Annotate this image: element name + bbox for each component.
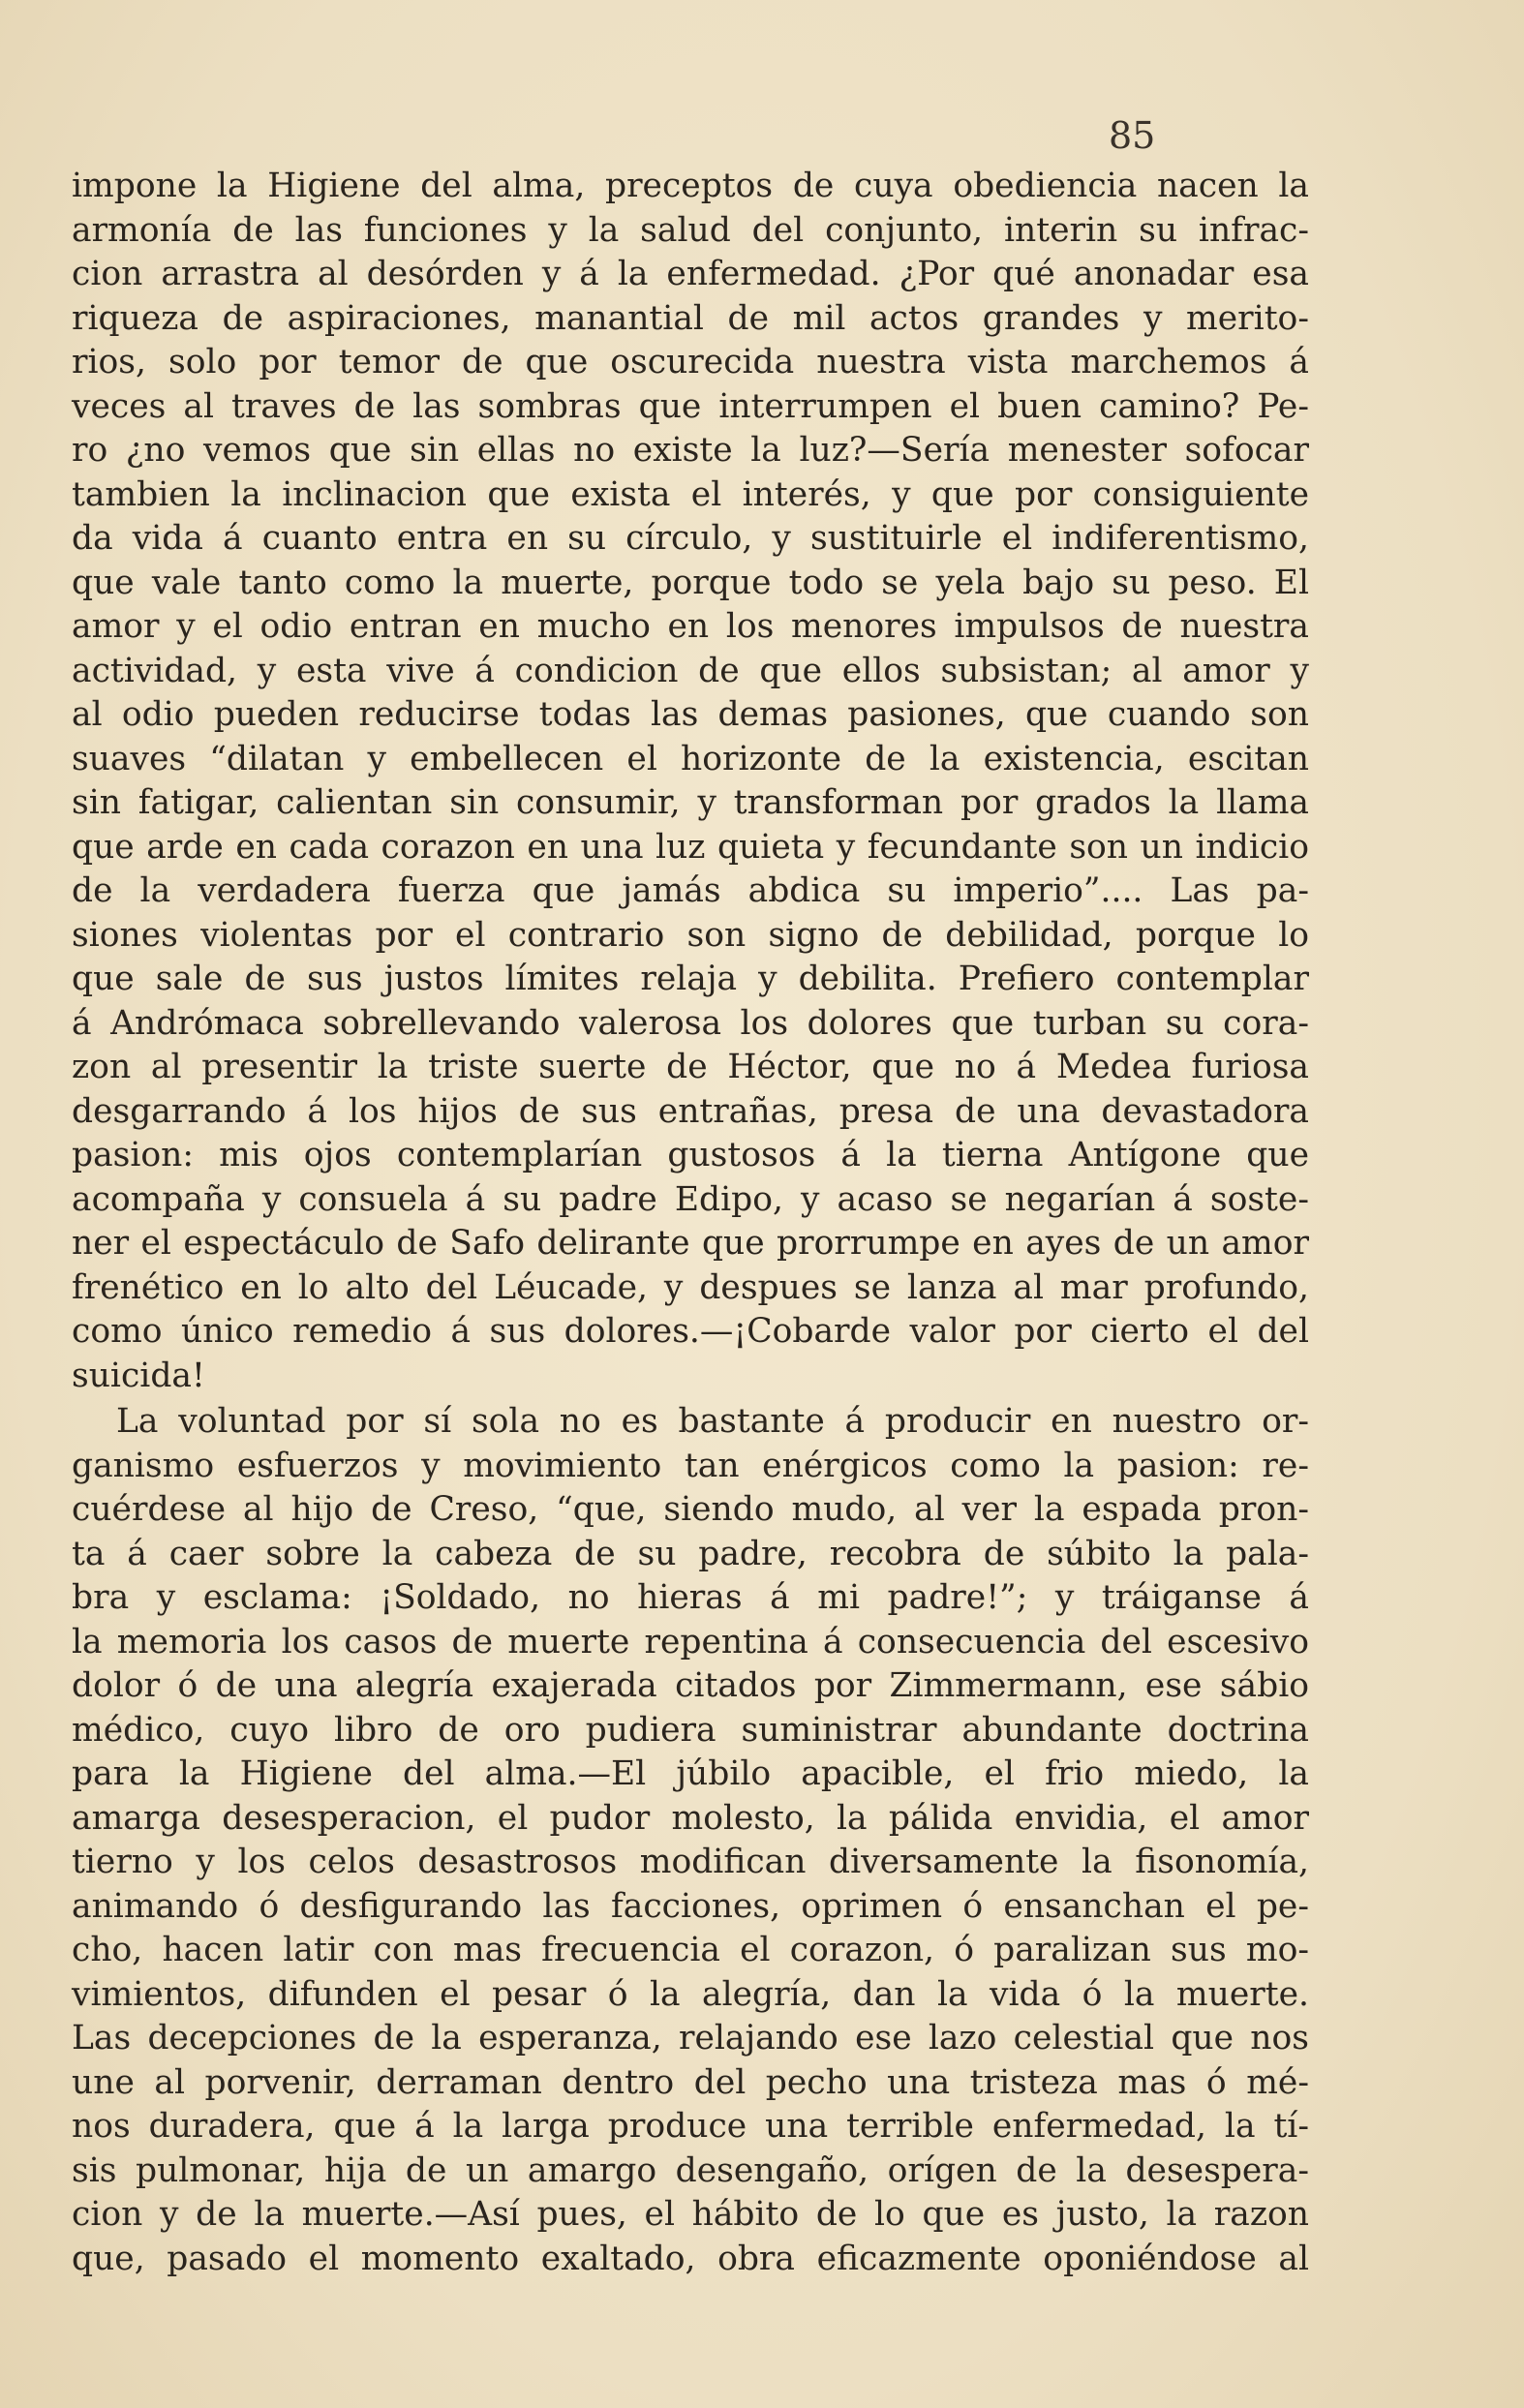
text-line: armonía de las funciones y la salud del conjunto, interin su infrac- bbox=[72, 210, 1309, 250]
paragraph bbox=[72, 1400, 1309, 2281]
text-line: actividad, y esta vive á condicion de que ellos subsistan; al amor y bbox=[72, 651, 1309, 690]
text-line: desgarrando á los hijos de sus entrañas, presa de una devastadora bbox=[72, 1091, 1309, 1131]
text-line: sin fatigar, calientan sin consumir, y transforman por grados la llama bbox=[72, 783, 1309, 822]
text-line: vimientos, difunden el pesar ó la alegría, dan la vida ó la muerte. bbox=[72, 1974, 1309, 2014]
text-line: al odio pueden reducirse todas las demas pasiones, que cuando son bbox=[72, 695, 1309, 734]
text-line: riqueza de aspiraciones, manantial de mil actos grandes y merito- bbox=[72, 298, 1309, 338]
text-line: dolor ó de una alegría exajerada citados por Zimmermann, ese sábio bbox=[72, 1666, 1309, 1705]
text-line: que sale de sus justos límites relaja y debilita. Prefiero contemplar bbox=[72, 960, 1309, 998]
text-line: la memoria los casos de muerte repentina á consecuencia del escesivo bbox=[72, 1622, 1309, 1661]
text-line: veces al traves de las sombras que interrumpen el buen camino? Pe- bbox=[72, 386, 1309, 426]
text-line: pasion: mis ojos contemplarían gustosos á la tierna Antígone que bbox=[72, 1136, 1309, 1174]
text-line: Las decepciones de la esperanza, relajando ese lazo celestial que nos bbox=[72, 2019, 1309, 2057]
text-line: cho, hacen latir con mas frecuencia el corazon, ó paralizan sus mo- bbox=[72, 1931, 1309, 1969]
text-line: acompaña y consuela á su padre Edipo, y acaso se negarían á soste- bbox=[72, 1179, 1309, 1219]
text-line: suicida! bbox=[72, 1356, 205, 1395]
text-line: siones violentas por el contrario son signo de debilidad, porque lo bbox=[72, 915, 1309, 955]
text-line: cion y de la muerte.—Así pues, el hábito de lo que es justo, la razon bbox=[72, 2195, 1309, 2234]
text-line: tambien la inclinacion que exista el interés, y que por consiguiente bbox=[72, 474, 1309, 514]
text-line: ner el espectáculo de Safo delirante que prorrumpe en ayes de un amor bbox=[72, 1224, 1309, 1263]
text-line: de la verdadera fuerza que jamás abdica su imperio”.... Las pa- bbox=[72, 871, 1309, 910]
text-line: que arde en cada corazon en una luz quieta y fecundante son un indicio bbox=[72, 827, 1309, 867]
text-line: La voluntad por sí sola no es bastante á producir en nuestro or- bbox=[116, 1402, 1309, 1441]
text-line: da vida á cuanto entra en su círculo, y sustituirle el indiferentismo, bbox=[72, 519, 1309, 558]
text-line: frenético en lo alto del Léucade, y despues se lanza al mar profundo, bbox=[72, 1267, 1309, 1307]
text-line: á Andrómaca sobrellevando valerosa los dolores que turban su cora- bbox=[72, 1003, 1309, 1043]
text-line: médico, cuyo libro de oro pudiera suministrar abundante doctrina bbox=[72, 1710, 1309, 1750]
text-line: animando ó desfigurando las facciones, oprimen ó ensanchan el pe- bbox=[72, 1886, 1309, 1926]
text-line: amor y el odio entran en mucho en los menores impulsos de nuestra bbox=[72, 607, 1309, 646]
text-line: ro ¿no vemos que sin ellas no existe la luz?—Sería menester sofocar bbox=[72, 431, 1309, 470]
text-line: suaves “dilatan y embellecen el horizonte de la existencia, escitan bbox=[72, 739, 1309, 778]
text-line: une al porvenir, derraman dentro del pecho una tristeza mas ó mé- bbox=[72, 2062, 1309, 2102]
text-line: nos duradera, que á la larga produce una terrible enfermedad, la tí- bbox=[72, 2107, 1309, 2146]
text-line: sis pulmonar, hija de un amargo desengaño, orígen de la desespera- bbox=[72, 2150, 1309, 2190]
text-line: para la Higiene del alma.—El júbilo apacible, el frio miedo, la bbox=[72, 1754, 1309, 1793]
text-line: cuérdese al hijo de Creso, “que, siendo mudo, al ver la espada pron- bbox=[72, 1490, 1309, 1529]
text-line: tierno y los celos desastrosos modifican diversamente la fisonomía, bbox=[72, 1843, 1309, 1881]
text-line: rios, solo por temor de que oscurecida nuestra vista marchemos á bbox=[72, 343, 1309, 381]
text-line: ta á caer sobre la cabeza de su padre, recobra de súbito la pala- bbox=[72, 1534, 1309, 1573]
body-text bbox=[72, 165, 1309, 2281]
text-line: cion arrastra al desórden y á la enfermedad. ¿Por qué anonadar esa bbox=[72, 255, 1309, 293]
text-line: zon al presentir la triste suerte de Héctor, que no á Medea furiosa bbox=[72, 1048, 1309, 1086]
text-line: ganismo esfuerzos y movimiento tan enérgicos como la pasion: re- bbox=[72, 1446, 1309, 1485]
text-line: que, pasado el momento exaltado, obra eficazmente oponiéndose al bbox=[72, 2239, 1309, 2278]
text-line: como único remedio á sus dolores.—¡Cobarde valor por cierto el del bbox=[72, 1312, 1309, 1351]
text-line: que vale tanto como la muerte, porque todo se yela bajo su peso. El bbox=[72, 563, 1309, 602]
text-line: impone la Higiene del alma, preceptos de cuya obediencia nacen la bbox=[72, 167, 1309, 205]
page-number: 85 bbox=[1109, 114, 1156, 157]
text-line: bra y esclama: ¡Soldado, no hieras á mi padre!”; y tráiganse á bbox=[72, 1578, 1309, 1617]
text-line: amarga desesperacion, el pudor molesto, la pálida envidia, el amor bbox=[72, 1798, 1309, 1838]
paragraph bbox=[72, 165, 1309, 1398]
